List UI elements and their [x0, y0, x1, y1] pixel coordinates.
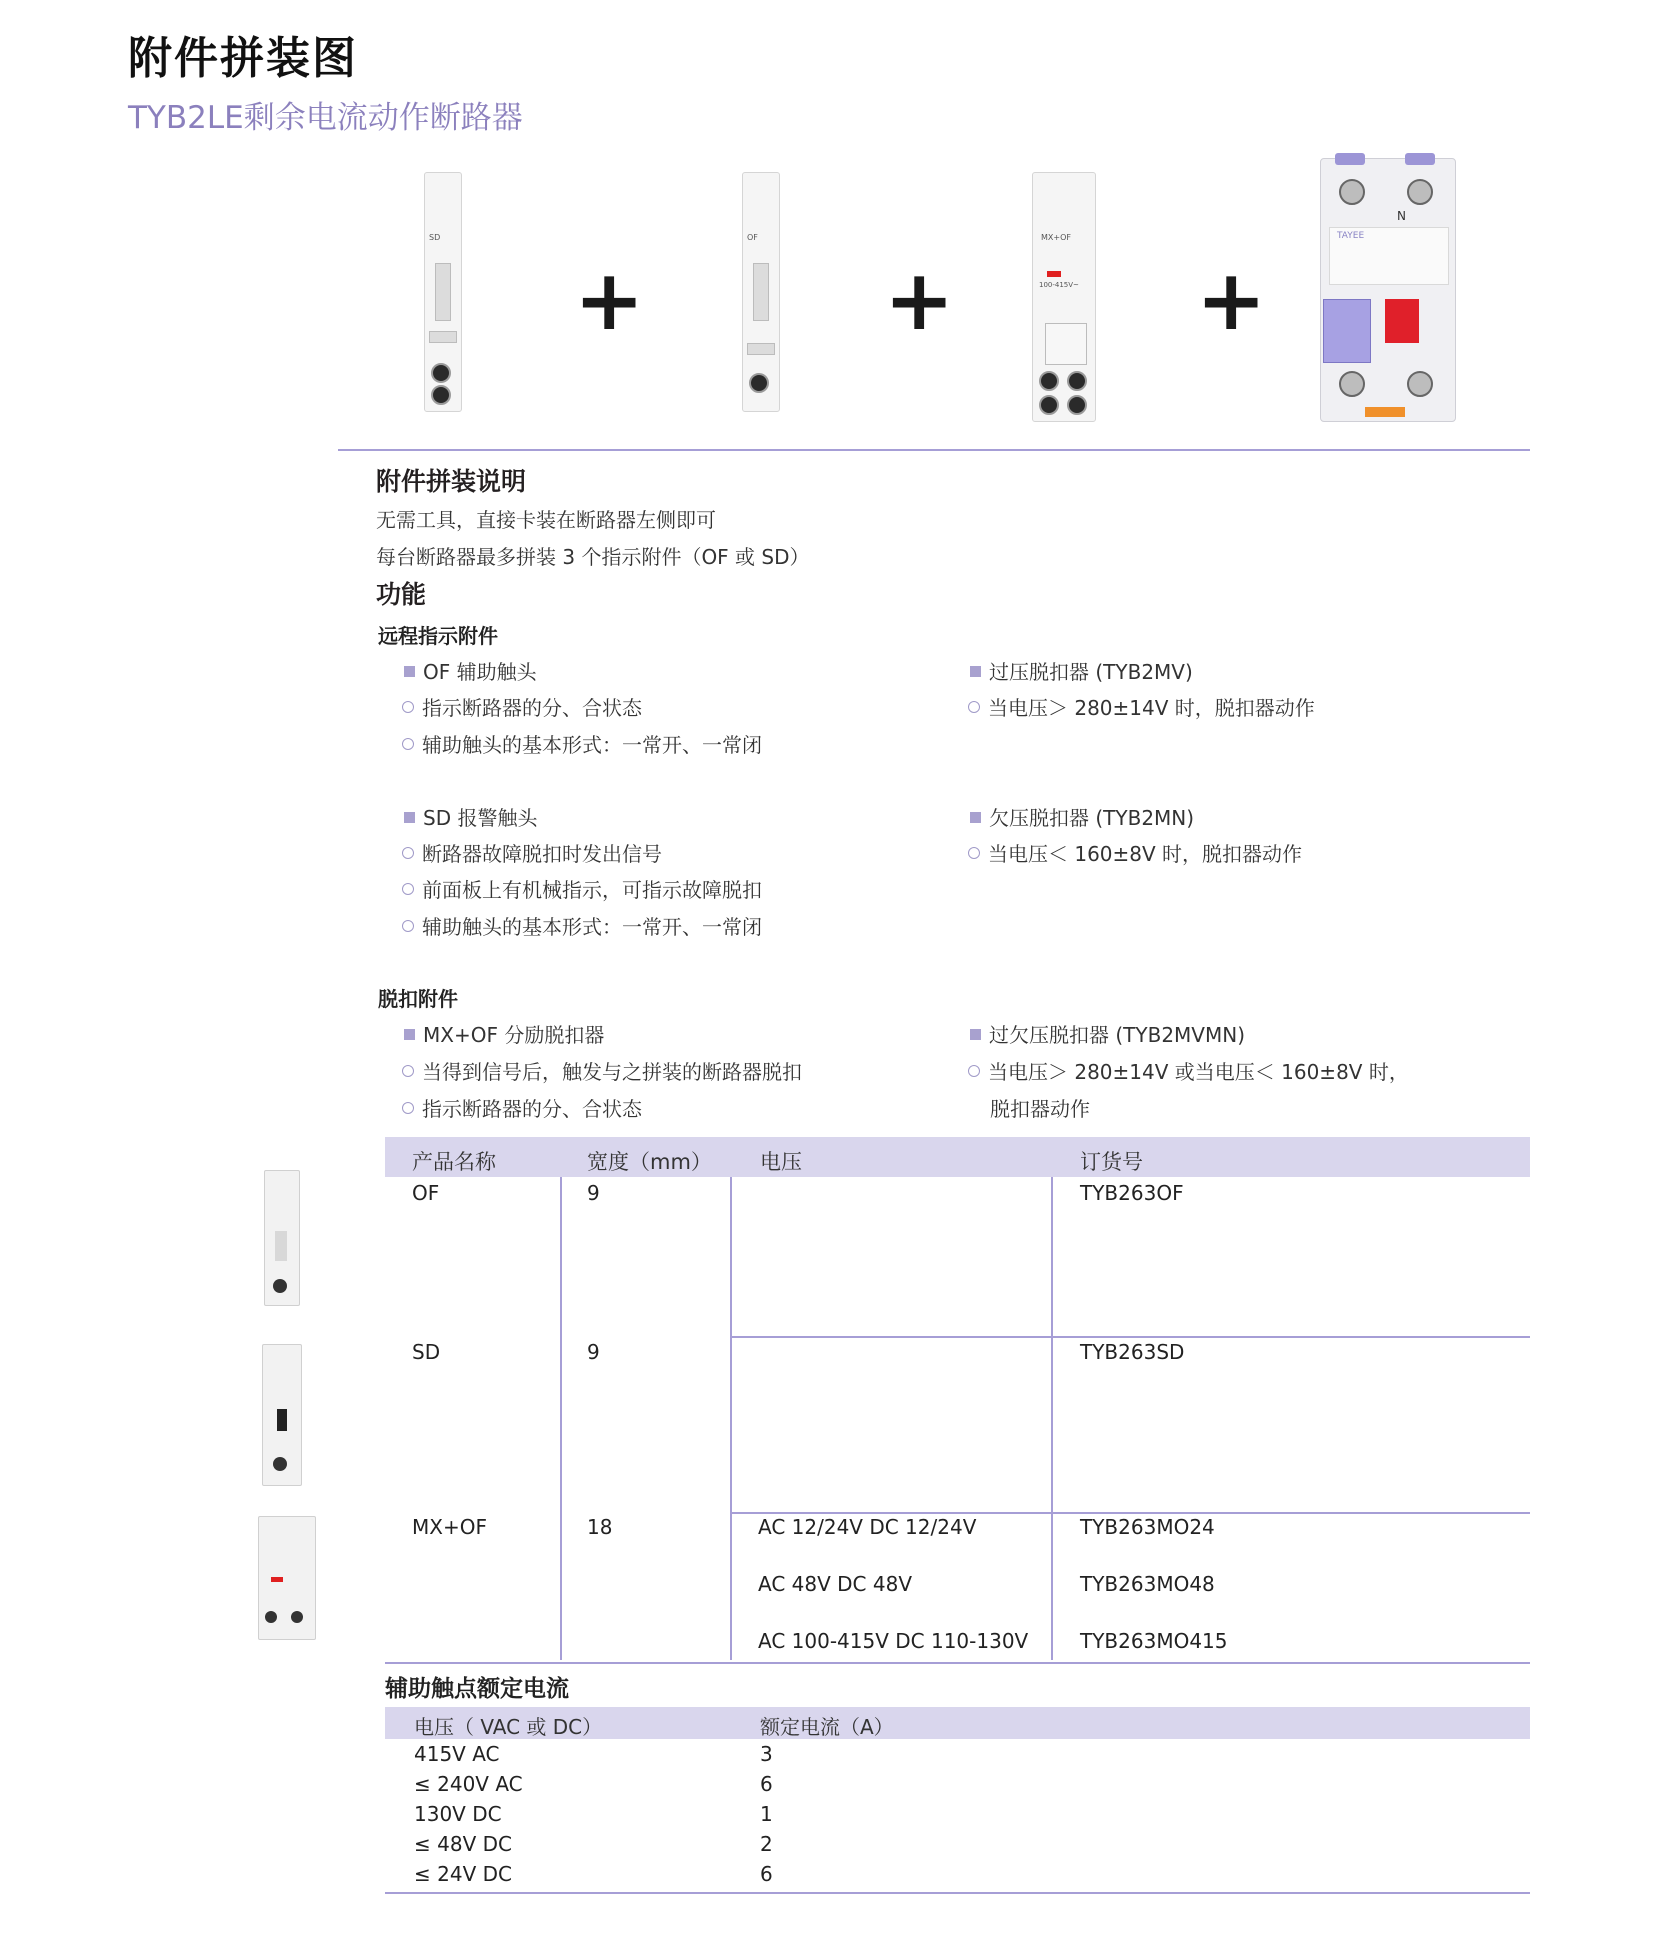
mvmn-release-title: 过欠压脱扣器 (TYB2MVMN) [970, 1019, 1245, 1048]
circle-bullet-icon [402, 1065, 414, 1077]
square-bullet-icon [404, 1029, 415, 1040]
mxof-voltage-label: 100-415V~ [1039, 281, 1079, 289]
col-header-voltage: 电压 [760, 1150, 802, 1174]
circle-bullet-icon [402, 920, 414, 932]
remote-indicator-heading: 远程指示附件 [378, 624, 498, 648]
of-contact-title: OF 辅助触头 [404, 656, 537, 685]
table-row-mxof-width: 18 [587, 1515, 613, 1539]
sd-point-2: 前面板上有机械指示，可指示故障脱扣 [402, 874, 762, 903]
mvmn-point-1: 当电压＞ 280±14V 或当电压＜ 160±8V 时， [968, 1056, 1409, 1085]
circle-bullet-icon [968, 701, 980, 713]
aux-row-voltage: 415V AC [414, 1742, 500, 1766]
square-bullet-icon [970, 812, 981, 823]
col-divider [730, 1177, 732, 1660]
section-divider [338, 449, 1530, 451]
circle-bullet-icon [402, 1102, 414, 1114]
plus-sign-1: + [574, 251, 645, 349]
rcbo-brand-label: TAYEE [1337, 231, 1365, 241]
plus-sign-2: + [884, 251, 955, 349]
circle-bullet-icon [968, 847, 980, 859]
col-divider [560, 1177, 562, 1660]
square-bullet-icon [404, 812, 415, 823]
aux-row-current: 1 [760, 1802, 773, 1826]
mv-release-title: 过压脱扣器 (TYB2MV) [970, 656, 1193, 685]
aux-row-current: 3 [760, 1742, 773, 1766]
table-row-mxof-code-1: TYB263MO24 [1080, 1515, 1215, 1539]
aux-row-current: 6 [760, 1862, 773, 1886]
mxof-accessory-image [1032, 172, 1096, 422]
of-point-1: 指示断路器的分、合状态 [402, 692, 642, 721]
table-row-mxof-code-2: TYB263MO48 [1080, 1572, 1215, 1596]
circle-bullet-icon [402, 883, 414, 895]
mn-release-title: 欠压脱扣器 (TYB2MN) [970, 802, 1194, 831]
col-header-order-no: 订货号 [1080, 1150, 1143, 1174]
col-header-width: 宽度（mm） [587, 1150, 712, 1174]
aux-col-header-voltage: 电压（ VAC 或 DC） [414, 1715, 603, 1739]
mn-point-1: 当电压＜ 160±8V 时，脱扣器动作 [968, 838, 1302, 867]
mxof-accessory-label: MX+OF [1041, 233, 1071, 242]
table-row-mxof-name: MX+OF [412, 1515, 487, 1539]
table-row-sd-name: SD [412, 1340, 441, 1364]
mx-release-title: MX+OF 分励脱扣器 [404, 1019, 604, 1048]
circle-bullet-icon [402, 847, 414, 859]
circle-bullet-icon [402, 738, 414, 750]
of-point-2: 辅助触头的基本形式：一常开、一常闭 [402, 729, 762, 758]
row-divider [730, 1512, 1530, 1514]
table-row-sd-width: 9 [587, 1340, 600, 1364]
product-table-header [385, 1137, 1530, 1177]
aux-row-current: 2 [760, 1832, 773, 1856]
page-title: 附件拼装图 [128, 33, 358, 84]
aux-table-bottom-rule [385, 1892, 1530, 1894]
row-divider [730, 1336, 1530, 1338]
aux-row-voltage: ≤ 48V DC [414, 1832, 512, 1856]
col-header-name: 产品名称 [412, 1150, 496, 1174]
sd-contact-title: SD 报警触头 [404, 802, 537, 831]
sd-point-1: 断路器故障脱扣时发出信号 [402, 838, 662, 867]
function-heading: 功能 [376, 580, 427, 609]
aux-row-voltage: ≤ 240V AC [414, 1772, 523, 1796]
table-bottom-rule [385, 1662, 1530, 1664]
table-row-mxof-voltage-3: AC 100-415V DC 110-130V [758, 1629, 1029, 1653]
aux-rating-heading: 辅助触点额定电流 [385, 1676, 569, 1702]
assembly-line-1: 无需工具，直接卡装在断路器左侧即可 [376, 508, 716, 532]
col-divider [1051, 1177, 1053, 1660]
assembly-line-2: 每台断路器最多拼装 3 个指示附件（OF 或 SD） [376, 545, 810, 569]
table-row-of-code: TYB263OF [1080, 1181, 1184, 1205]
table-row-of-width: 9 [587, 1181, 600, 1205]
table-row-mxof-code-3: TYB263MO415 [1080, 1629, 1228, 1653]
sd-accessory-label: SD [429, 233, 441, 242]
of-thumbnail-image [264, 1170, 300, 1306]
mx-point-2: 指示断路器的分、合状态 [402, 1093, 642, 1122]
circle-bullet-icon [402, 701, 414, 713]
table-row-mxof-voltage-2: AC 48V DC 48V [758, 1572, 912, 1596]
of-accessory-label: OF [747, 233, 758, 242]
square-bullet-icon [970, 1029, 981, 1040]
table-row-mxof-voltage-1: AC 12/24V DC 12/24V [758, 1515, 977, 1539]
table-row-of-name: OF [412, 1181, 440, 1205]
aux-row-voltage: 130V DC [414, 1802, 502, 1826]
sd-thumbnail-image [262, 1344, 302, 1486]
sd-point-3: 辅助触头的基本形式：一常开、一常闭 [402, 911, 762, 940]
sd-accessory-image [424, 172, 462, 412]
assembly-heading: 附件拼装说明 [376, 467, 527, 496]
circle-bullet-icon [968, 1065, 980, 1077]
mxof-thumbnail-image [258, 1516, 316, 1640]
mv-point-1: 当电压＞ 280±14V 时，脱扣器动作 [968, 692, 1315, 721]
rcbo-neutral-label: N [1397, 209, 1406, 223]
plus-sign-3: + [1196, 251, 1267, 349]
trip-accessory-heading: 脱扣附件 [378, 987, 458, 1011]
aux-row-voltage: ≤ 24V DC [414, 1862, 512, 1886]
mx-point-1: 当得到信号后，触发与之拼装的断路器脱扣 [402, 1056, 802, 1085]
square-bullet-icon [404, 666, 415, 677]
mvmn-point-2: 脱扣器动作 [990, 1097, 1090, 1121]
square-bullet-icon [970, 666, 981, 677]
aux-col-header-current: 额定电流（A） [760, 1715, 894, 1739]
rcbo-breaker-image [1320, 158, 1456, 422]
table-row-sd-code: TYB263SD [1080, 1340, 1185, 1364]
aux-row-current: 6 [760, 1772, 773, 1796]
of-accessory-image [742, 172, 780, 412]
page-subtitle: TYB2LE剩余电流动作断路器 [128, 100, 523, 136]
